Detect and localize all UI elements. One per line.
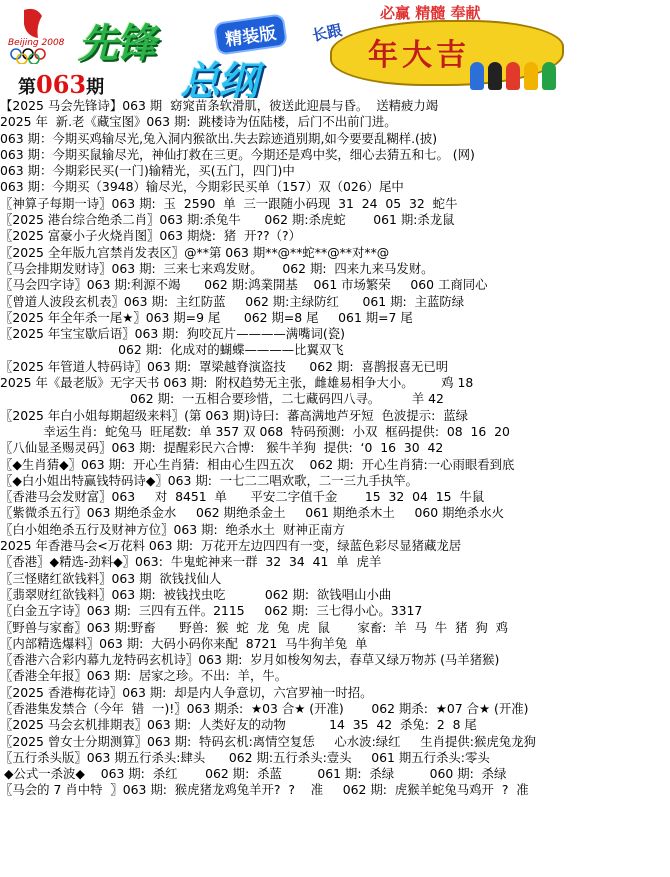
content-line: 〖香港马会发财富〗063 对 8451 单 平安二字值千金 15 32 04 15 牛鼠 — [0, 489, 485, 505]
mascot-red-icon — [506, 62, 520, 90]
content-line: 〖2025 曾女士分期测算〗063 期: 特码玄机:离情空复恁 心水波:绿红 生肖提供:猴虎兔龙狗 — [0, 733, 536, 749]
content-line: 〖紫微杀五行〗063 期绝杀金水 062 期绝杀金土 061 期绝杀木土 060 期绝杀水火 — [0, 505, 504, 521]
mascot-black-icon — [488, 62, 502, 90]
issue-prefix: 第 — [18, 77, 36, 98]
content-line: 062 期: 化成对的蝴蝶————比翼双飞 — [0, 342, 344, 358]
content-line: 〖2025 全年版九宫禁肖发表区〗@**第 063 期**@**蛇**@**对**@ — [0, 244, 390, 260]
slogan-side: 长跟 — [310, 21, 344, 45]
content-line: 〖2025 年白小姐每期超级来料〗(第 063 期)诗曰: 蕃高满地芦牙短 色波提示: 蓝绿 — [0, 407, 468, 423]
issue-label — [18, 70, 104, 98]
content-line: 【2025 马会先锋诗】063 期 窈窕苗条软滑肌，彼送此迎晨与昏。 送精疲力竭 — [0, 98, 439, 113]
content-line: 〖三怪赌红欲钱料〗063 期 欲钱找仙人 — [0, 570, 222, 586]
content-line: 〖◆白小姐出特赢钱特码诗◆〗063 期: 一七二二唱欢歌，二一三九手执竿。 — [0, 472, 419, 488]
content-list — [0, 98, 670, 799]
olympic-logo-icon — [4, 4, 68, 64]
content-line: 〖2025 港台综合绝杀二肖〗063 期:杀兔牛 062 期:杀虎蛇 061 期:杀龙鼠 — [0, 212, 455, 228]
title-part-1: 先锋 — [78, 20, 154, 67]
content-line: 〖八仙显圣赐灵码〗063 期: 提醒彩民六合博: 猴牛羊狗 提供: ‘0 16 30 42 — [0, 440, 444, 456]
content-line: 〖翡翠财红欲钱料〗063 期: 被钱找虫吃 062 期: 欲钱唱山小曲 — [0, 586, 392, 602]
content-line: ◆公式一杀波◆ 063 期: 杀红 062 期: 杀蓝 061 期: 杀绿 060 期: 杀绿 — [0, 766, 507, 782]
title-part-2: 总纲 — [180, 58, 256, 98]
content-line: 〖曾道人波段玄机表〗063 期: 主红防蓝 062 期:主绿防红 061 期: 主蓝防绿 — [0, 293, 465, 309]
content-line: 063 期：今期买鸡输尽光,兔入洞内猴欲出.失去踪迹逍别期,如今要要乱糊样.(披) — [0, 130, 438, 146]
content-line: 〖五行杀头版〗063 期五行杀头:肆头 062 期:五行杀头:壹头 061 期五行杀头:零头 — [0, 749, 490, 765]
content-line: 〖野兽与家畜〗063 期:野畜 野兽: 猴 蛇 龙 兔 虎 鼠 家畜: 羊 马 牛 猪 狗 鸡 — [0, 619, 508, 635]
issue-number: 063 — [36, 70, 87, 98]
content-line: 063 期：今期彩民买(一门)输精光，买(五门，四门)中 — [0, 163, 295, 179]
content-line: 2025 年《最老版》无字天书 063 期: 附权趋势无主张，雌雄易相争大小。 鸡 18 — [0, 375, 474, 391]
banner-header — [0, 0, 670, 98]
content-line: 〖2025 年全年杀一尾★〗063 期=9 尾 062 期=8 尾 061 期=7 尾 — [0, 309, 413, 325]
content-line: 〖2025 年管道人特码诗〗063 期: 罩梁越脊演盗技 062 期: 喜鹊报喜无已明 — [0, 358, 449, 374]
content-line: 〖白小姐绝杀五行及财神方位〗063 期: 绝杀水土 财神正南方 — [0, 521, 345, 537]
content-line: 〖2025 富豪小子火烧肖图〗063 期烧: 猪 开??（?） — [0, 228, 301, 244]
content-line: 〖香港〗◆精选-劲料◆〗063: 牛鬼蛇神来一群 32 34 41 单 虎羊 — [0, 554, 382, 570]
issue-suffix: 期 — [86, 77, 105, 98]
content-line: 〖马会的 7 肖中特 〗063 期: 猴虎猪龙鸡兔羊开? ? 准 062 期: 虎猴羊蛇兔马鸡开 ? 准 — [0, 782, 529, 798]
slogan-top: 必赢 精髓 奉献 — [380, 4, 481, 22]
logo-caption: Beijing 2008 — [8, 38, 65, 48]
content-line: 〖2025 香港梅花诗〗063 期: 却是内人争意切，六宫罗袖一时招。 — [0, 684, 373, 700]
content-line: 〖香港集发禁合（今年 错 一)!〗063 期杀: ★03 合★ (开准) 062 期杀: ★07 合★ (开准) — [0, 700, 529, 716]
content-line: 063 期：今期买鼠输尽光，神仙打救在三更。今期还是鸡中奖，细心去猜五和七。 (网) — [0, 146, 475, 162]
content-line: 〖内部精选爆料〗063 期: 大码小码你来配 8721 马牛狗羊兔 单 — [0, 635, 368, 651]
content-line: 063 期：今期买（3948）输尽光，今期彩民买单（157）双（026）尾中 — [0, 179, 404, 195]
content-line: 062 期: 一五相合要珍惜，二七藏码四八寻。 羊 42 — [0, 391, 444, 407]
mascot-green-icon — [542, 62, 556, 90]
content-line: 〖白金五字诗〗063 期: 三四有五伴。2115 062 期: 三七得小心。3317 — [0, 603, 423, 619]
content-line: 〖◆生肖猜◆〗063 期: 开心生肖猜: 相由心生四五次 062 期: 开心生肖猜:一心雨眼看到底 — [0, 456, 515, 472]
content-line: 〖香港六合彩内幕九龙特码玄机诗〗063 期: 岁月如梭匆匆去，春草又绿万物苏 (马羊猪猴) — [0, 652, 500, 668]
edition-badge: 精装版 — [213, 13, 288, 56]
content-line: 〖神算子每期一诗〗063 期: 玉 2590 单 三一跟随小码现 31 24 05 32 蛇牛 — [0, 195, 458, 211]
content-line: 〖2025 年宝宝歇后语〗063 期: 狗咬瓦片————满嘴词(瓷) — [0, 326, 345, 342]
content-line: 幸运生肖: 蛇兔马 旺尾数: 单 357 双 068 特码预测: 小双 框码提供: 08 16 20 — [0, 423, 510, 439]
content-line: 〖2025 马会玄机排期表〗063 期: 人类好友的动物 14 35 42 杀兔: 2 8 尾 — [0, 717, 477, 733]
mascot-yellow-icon — [524, 62, 538, 90]
content-line: 2025 年香港马会<万花料 063 期: 万花开左边四四有一变，绿蓝色彩尽显猪藏龙居 — [0, 538, 462, 554]
content-line: 2025 年 新.老《藏宝图》063 期: 跳楼诗为伍陆楼，后门不出前门进。 — [0, 114, 397, 130]
scroll-text: 年大吉 — [368, 38, 470, 73]
content-line: 〖香港全年报〗063 期: 居家之珍。不出: 羊，牛。 — [0, 668, 288, 684]
content-line: 〖马会排期发财诗〗063 期: 三来七来鸡发财。 062 期: 四来九来马发财。 — [0, 260, 434, 276]
content-line: 〖马会四字诗〗063 期:利源不竭 062 期:鸿業開基 061 市场繁荣 060 工商同心 — [0, 277, 488, 293]
mascot-blue-icon — [470, 62, 484, 90]
